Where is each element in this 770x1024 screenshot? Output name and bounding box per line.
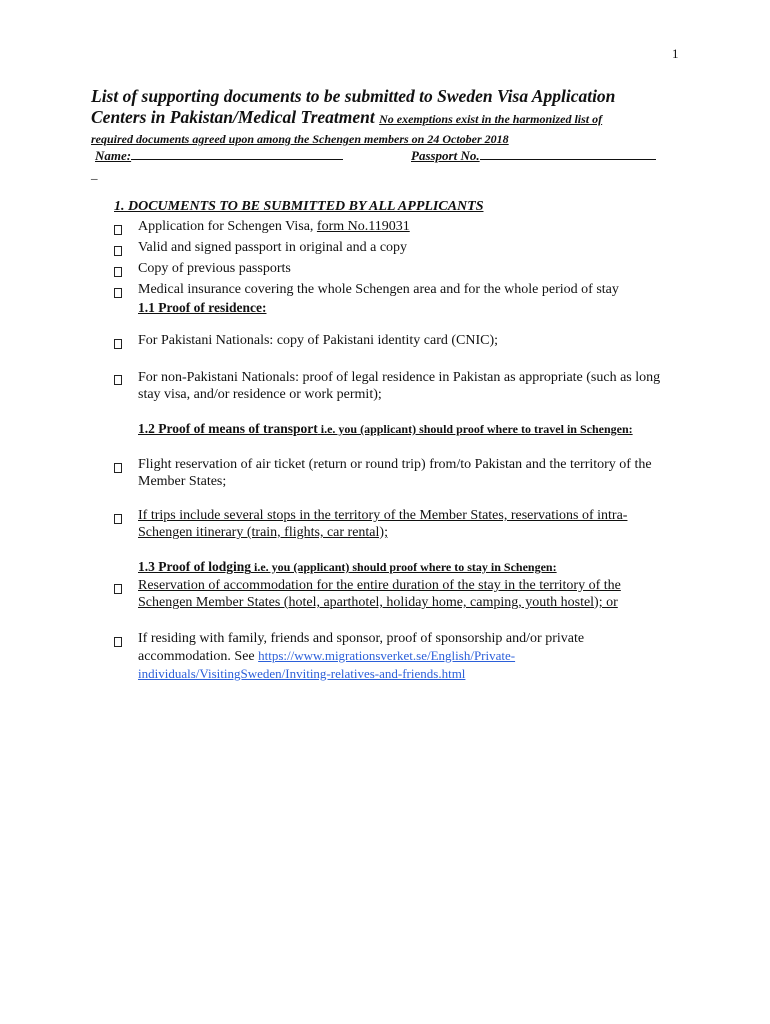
document-title-line2 xyxy=(91,107,602,130)
migrationsverket-link[interactable]: https://www.migrationsverket.se/English/Private-individuals/VisitingSweden/Inviting-relatives-and-friends.html xyxy=(138,648,516,681)
list-item: Reservation of accommodation for the entire duration of the stay in the territory of the Schengen Member States (hotel, aparthotel, holiday home, camping, youth hostel); or xyxy=(138,578,621,610)
list-item xyxy=(138,218,678,235)
list-item xyxy=(138,630,678,683)
form-link[interactable]: form No.119031 xyxy=(316,219,410,234)
subsection-1-2-heading xyxy=(138,420,668,438)
checkbox[interactable] xyxy=(114,637,122,647)
list-item: If trips include several stops in the territory of the Member States, reservations of intra-Schengen itinerary (train, flights, car rental); xyxy=(138,508,628,540)
checkbox[interactable] xyxy=(114,267,122,277)
section-1-heading: 1. DOCUMENTS TO BE SUBMITTED BY ALL APPLICANTS xyxy=(114,199,484,214)
list-item: For non-Pakistani Nationals: proof of legal residence in Pakistan as appropriate (such as long stay visa, and/or residence or work permit); xyxy=(138,370,661,402)
checkbox[interactable] xyxy=(114,246,122,256)
exemptions-note-line2: required documents agreed upon among the Schengen members on 24 October 2018 xyxy=(91,132,509,146)
name-blank-line[interactable] xyxy=(131,147,343,160)
subsection-1-3-subtitle: i.e. you (applicant) should proof where to stay in Schengen: xyxy=(251,560,557,574)
name-field[interactable] xyxy=(95,147,343,165)
list-item: Flight reservation of air ticket (return or round trip) from/to Pakistan and the territory of the Member States; xyxy=(138,457,652,489)
checkbox[interactable] xyxy=(114,514,122,524)
checkbox[interactable] xyxy=(114,288,122,298)
checkbox[interactable] xyxy=(114,584,122,594)
list-item: Valid and signed passport in original and a copy xyxy=(138,240,408,255)
checkbox[interactable] xyxy=(114,375,122,385)
document-title-line1: List of supporting documents to be submitted to Sweden Visa Application xyxy=(91,86,616,106)
checkbox[interactable] xyxy=(114,339,122,349)
page-number: 1 xyxy=(672,46,679,61)
passport-field[interactable] xyxy=(411,147,656,165)
list-item: For Pakistani Nationals: copy of Pakistani identity card (CNIC); xyxy=(138,333,499,348)
subsection-1-2-subtitle: i.e. you (applicant) should proof where to travel in Schengen: xyxy=(317,422,633,436)
name-label: Name: xyxy=(95,148,132,163)
subsection-1-3-heading xyxy=(138,558,668,576)
passport-blank-line[interactable] xyxy=(480,147,656,160)
subsection-1-3-title: 1.3 Proof of lodging xyxy=(138,559,252,574)
document-title-main: Centers in Pakistan/Medical Treatment xyxy=(91,107,375,127)
passport-label: Passport No. xyxy=(411,148,480,163)
stray-mark: _ xyxy=(91,166,98,181)
item-text: Application for Schengen Visa, xyxy=(138,219,317,234)
checkbox[interactable] xyxy=(114,463,122,473)
item-text: If residing with family, friends and sponsor, proof of sponsorship and/or private accommodation. See xyxy=(138,631,585,664)
exemptions-note: No exemptions exist in the harmonized list of xyxy=(379,112,603,126)
list-item: Medical insurance covering the whole Schengen area and for the whole period of stay xyxy=(138,282,619,297)
checkbox[interactable] xyxy=(114,225,122,235)
list-item: Copy of previous passports xyxy=(138,261,291,276)
subsection-1-1-heading: 1.1 Proof of residence: xyxy=(138,300,267,315)
subsection-1-2-title: 1.2 Proof of means of transport xyxy=(138,421,318,436)
